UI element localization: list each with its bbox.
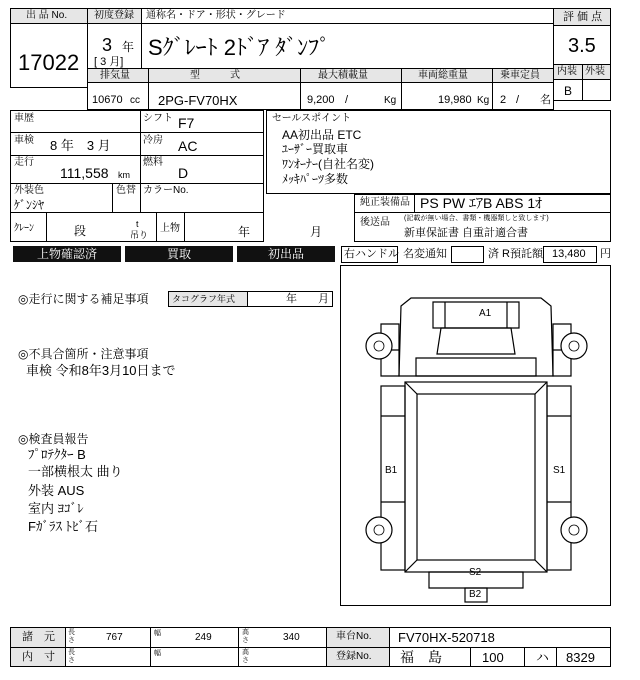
- inner-dims-label: 内 寸: [22, 651, 55, 663]
- gross-weight-unit: Kg: [477, 95, 490, 106]
- defects-title: ◎不具合箇所・注意事項: [18, 347, 149, 361]
- upper-year: 年: [238, 225, 251, 239]
- inner-width-label: 幅: [154, 650, 161, 657]
- upper-label: 上物: [160, 223, 180, 234]
- shift-value: F7: [178, 115, 195, 131]
- sales-point-3: ﾜﾝｵｰﾅｰ(自社名変): [282, 157, 374, 171]
- shift-label: シフト: [143, 113, 173, 124]
- dims-label: 諸 元: [22, 631, 55, 643]
- exterior-label: 外装: [585, 66, 605, 77]
- damage-mark-b1: B1: [385, 465, 398, 476]
- displacement-unit: cc: [130, 95, 140, 106]
- height-label: 高さ: [242, 629, 249, 644]
- length-value: 767: [106, 632, 123, 643]
- max-load-unit: Kg: [384, 95, 397, 106]
- purchase-badge: 買取: [125, 246, 233, 262]
- mileage-value: 111,558: [60, 165, 109, 181]
- damage-mark-b2: B2: [469, 589, 482, 600]
- capacity-value: 2: [500, 94, 507, 106]
- crane-hook: 吊り: [130, 230, 149, 240]
- vehicle-name: Sｸﾞﾚｰﾄ 2ﾄﾞｱ ﾀﾞﾝﾌﾟ: [148, 35, 331, 60]
- inspector-line-1: ﾌﾟﾛﾃｸﾀｰ B: [28, 447, 86, 462]
- tacho-label: タコグラフ年式: [172, 294, 236, 304]
- reg-region: 福 島: [400, 649, 442, 665]
- inspector-title: ◎検査員報告: [18, 432, 89, 446]
- steering-value: 右ハンドル: [344, 248, 399, 260]
- mileage-label: 走行: [14, 157, 34, 168]
- color-no-label: カラーNo.: [143, 185, 189, 196]
- vehicle-diagram: [340, 265, 611, 606]
- color-change-label: 色替: [116, 185, 136, 196]
- reg-label: 登録No.: [336, 651, 372, 662]
- defects-line: 車検 令和8年3月10日まで: [26, 363, 176, 378]
- inspector-line-3: 外装 AUS: [28, 483, 85, 498]
- crane-ton: t: [136, 219, 139, 229]
- inspector-line-2: 一部横根太 曲り: [28, 464, 123, 479]
- gross-weight-label: 車両総重量: [418, 70, 468, 81]
- model-value: 2PG-FV70HX: [158, 93, 238, 108]
- post-items-value: 新車保証書 自重計適合書: [404, 227, 529, 239]
- upper-check-badge: 上物確認済: [13, 246, 121, 262]
- sales-points-label: セールスポイント: [272, 113, 352, 124]
- ac-label: 冷房: [143, 135, 163, 146]
- name-change-label: 名変通知: [403, 248, 447, 260]
- recycle-value: 13,480: [552, 248, 586, 260]
- height-value: 340: [283, 632, 300, 643]
- first-reg-year: 3: [102, 35, 113, 55]
- tacho-month: 月: [318, 293, 329, 305]
- length-label: 長さ: [68, 629, 75, 644]
- equipment-value: PS PW ｴｱB ABS 1ｵ: [420, 195, 543, 211]
- score-value: 3.5: [568, 35, 596, 57]
- mileage-unit: km: [118, 170, 130, 180]
- recycle-label: R預託額: [502, 248, 543, 260]
- inner-length-label: 長さ: [68, 649, 75, 664]
- crane-stage: 段: [74, 224, 87, 238]
- reg-kana: ハ: [536, 650, 550, 665]
- interior-grade: B: [564, 84, 573, 98]
- reg-number: 8329: [566, 650, 595, 665]
- sales-point-1: AA初出品 ETC: [282, 128, 362, 142]
- vehicle-name-label: 通称名・ドア・形状・グレード: [146, 10, 286, 21]
- displacement-label: 排気量: [100, 70, 130, 81]
- truck-outline: [341, 266, 612, 607]
- inspection-value: 8 年 3 月: [50, 138, 111, 153]
- first-reg-year-unit: 年: [122, 40, 135, 54]
- max-load-sep: /: [345, 94, 349, 106]
- sales-point-4: ﾒｯｷﾊﾟｰﾂ多数: [282, 172, 349, 186]
- upper-month: 月: [310, 225, 323, 239]
- capacity-unit: 名: [540, 94, 551, 106]
- capacity-label: 乗車定員: [500, 70, 540, 81]
- sales-point-2: ﾕｰｻﾞｰ買取車: [282, 142, 349, 156]
- damage-mark-s2: S2: [469, 567, 482, 578]
- width-value: 249: [195, 632, 212, 643]
- recycle-unit: 円: [600, 248, 611, 260]
- damage-mark-s1: S1: [553, 465, 566, 476]
- lot-label: 出 品 No.: [26, 10, 68, 21]
- fuel-value: D: [178, 165, 189, 181]
- exterior-grade-cell: [582, 79, 611, 101]
- fuel-label: 燃料: [143, 157, 163, 168]
- crane-label: ｸﾚｰﾝ: [14, 223, 34, 234]
- lot-number: 17022: [18, 50, 80, 75]
- inspector-line-4: 室内 ﾖｺﾞﾚ: [28, 501, 84, 516]
- damage-mark-a1: A1: [479, 308, 492, 319]
- reg-class: 100: [482, 650, 504, 665]
- name-change-cell: [451, 246, 484, 263]
- first-listing-badge: 初出品: [237, 246, 335, 262]
- width-label: 幅: [154, 630, 161, 637]
- chassis-number: FV70HX-520718: [398, 630, 495, 645]
- interior-label: 内装: [557, 66, 577, 77]
- recycle-done: 済: [488, 248, 499, 260]
- max-load-label: 最大積載量: [318, 70, 368, 81]
- inner-height-label: 高さ: [242, 649, 249, 664]
- first-reg-month: [ 3 月]: [94, 56, 124, 68]
- model-label: 型 式: [190, 70, 240, 81]
- first-reg-label: 初度登録: [94, 10, 134, 21]
- ext-color-value: ｹﾞﾝｼﾔ: [14, 198, 45, 212]
- ext-color-label: 外装色: [14, 185, 44, 196]
- history-label: 車歴: [14, 113, 34, 124]
- supplement-title: ◎走行に関する補足事項: [18, 292, 149, 306]
- equipment-label: 純正装備品: [360, 197, 410, 208]
- ac-value: AC: [178, 138, 198, 154]
- inspection-label: 車検: [14, 135, 34, 146]
- tacho-year: 年: [286, 293, 297, 305]
- post-items-label: 後送品: [360, 217, 390, 228]
- score-label: 評 価 点: [563, 11, 603, 23]
- capacity-sep: /: [516, 94, 520, 106]
- chassis-label: 車台No.: [336, 631, 372, 642]
- post-items-note: (記載が無い場合、書類・機器類しと致します): [404, 215, 549, 222]
- inspector-line-5: Fｶﾞﾗｽ ﾄﾋﾞ石: [28, 519, 99, 534]
- gross-weight-value: 19,980: [438, 94, 472, 106]
- displacement-value: 10670: [92, 94, 123, 106]
- max-load-value: 9,200: [307, 94, 335, 106]
